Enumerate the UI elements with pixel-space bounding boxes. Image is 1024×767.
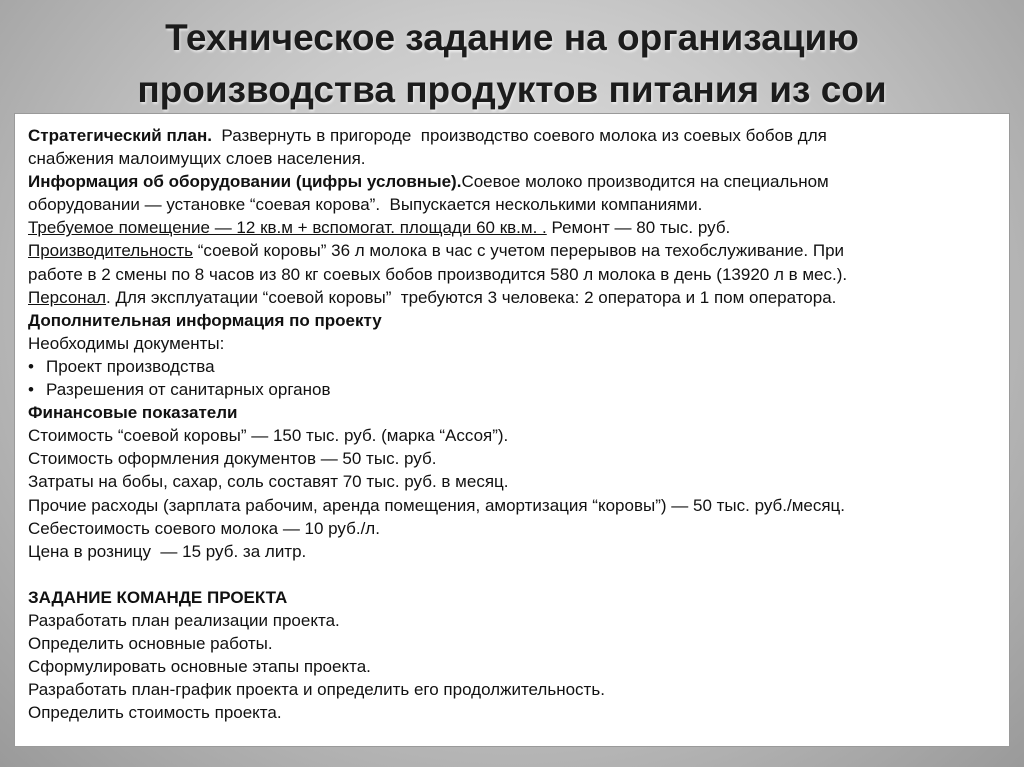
bullet-item-1 <box>28 355 995 378</box>
equipment-line-2: оборудовании — установке “соевая корова”. Выпускается несколькими компаниями. <box>28 195 703 215</box>
team-task-line-1: Разработать план реализации проекта. <box>28 610 340 630</box>
productivity-line-1 <box>28 239 995 262</box>
bullet-text-2: Разрешения от санитарных органов <box>46 380 331 400</box>
team-task-line-5: Определить стоимость проекта. <box>28 703 282 723</box>
finance-line-6: Цена в розницу — 15 руб. за литр. <box>28 541 307 561</box>
finance-line-4: Прочие расходы (зарплата рабочим, аренда помещения, амортизация “коровы”) — 50 тыс. руб./месяц. <box>28 495 846 515</box>
productivity-text-1: “соевой коровы” 36 л молока в час с учетом перерывов на техобслуживание. При <box>193 241 845 261</box>
strategic-plan-line-2: снабжения малоимущих слоев населения. <box>28 149 366 169</box>
slide-title <box>0 12 1024 116</box>
equipment-line-1 <box>28 170 995 193</box>
equipment-label: Информация об оборудовании (цифры условные). <box>28 172 462 192</box>
finance-line-5: Себестоимость соевого молока — 10 руб./л. <box>28 518 380 538</box>
bullet-icon: • <box>28 356 34 376</box>
premises-link: Требуемое помещение — 12 кв.м + вспомогат. площади 60 кв.м. . <box>28 218 547 238</box>
finance-line-3: Затраты на бобы, сахар, соль составят 70 тыс. руб. в месяц. <box>28 472 509 492</box>
bullet-text-1: Проект производства <box>46 356 215 376</box>
productivity-link: Производительность <box>28 241 194 261</box>
strategic-plan-line-1 <box>28 124 995 147</box>
premises-text: Ремонт — 80 тыс. руб. <box>546 218 731 238</box>
team-task-line-2: Определить основные работы. <box>28 634 273 654</box>
strategic-plan-label: Стратегический план. <box>28 126 212 145</box>
content-box <box>14 113 1010 747</box>
team-task-line-4: Разработать план-график проекта и определить его продолжительность. <box>28 680 605 700</box>
premises-line <box>28 216 995 239</box>
equipment-text-1: Соевое молоко производится на специальном <box>461 172 829 192</box>
finance-line-2: Стоимость оформления документов — 50 тыс. руб. <box>28 449 437 469</box>
bullet-item-2 <box>28 378 995 401</box>
finance-line-1: Стоимость “соевой коровы” — 150 тыс. руб. (марка “Ассоя”). <box>28 426 509 446</box>
title-line-1: Техническое задание на организацию <box>165 17 859 58</box>
staff-text: . Для эксплуатации “соевой коровы” требуются 3 человека: 2 оператора и 1 пом оператора. <box>106 287 837 307</box>
team-task-line-3: Сформулировать основные этапы проекта. <box>28 657 371 677</box>
strategic-plan-text-1: Развернуть в пригороде производство соевого молока из соевых бобов для <box>211 126 827 145</box>
productivity-line-2: работе в 2 смены по 8 часов из 80 кг соевых бобов производится 580 л молока в день (13920 л в мес.). <box>28 264 848 284</box>
staff-line <box>28 286 995 309</box>
team-task-heading: ЗАДАНИЕ КОМАНДЕ ПРОЕКТА <box>28 587 288 607</box>
title-line-2: производства продуктов питания из сои <box>137 69 887 110</box>
bullet-icon: • <box>28 380 34 400</box>
additional-heading: Дополнительная информация по проекту <box>28 310 382 330</box>
staff-link: Персонал <box>28 287 107 307</box>
spacer <box>28 563 995 586</box>
finance-heading: Финансовые показатели <box>28 403 238 423</box>
additional-intro: Необходимы документы: <box>28 333 225 353</box>
